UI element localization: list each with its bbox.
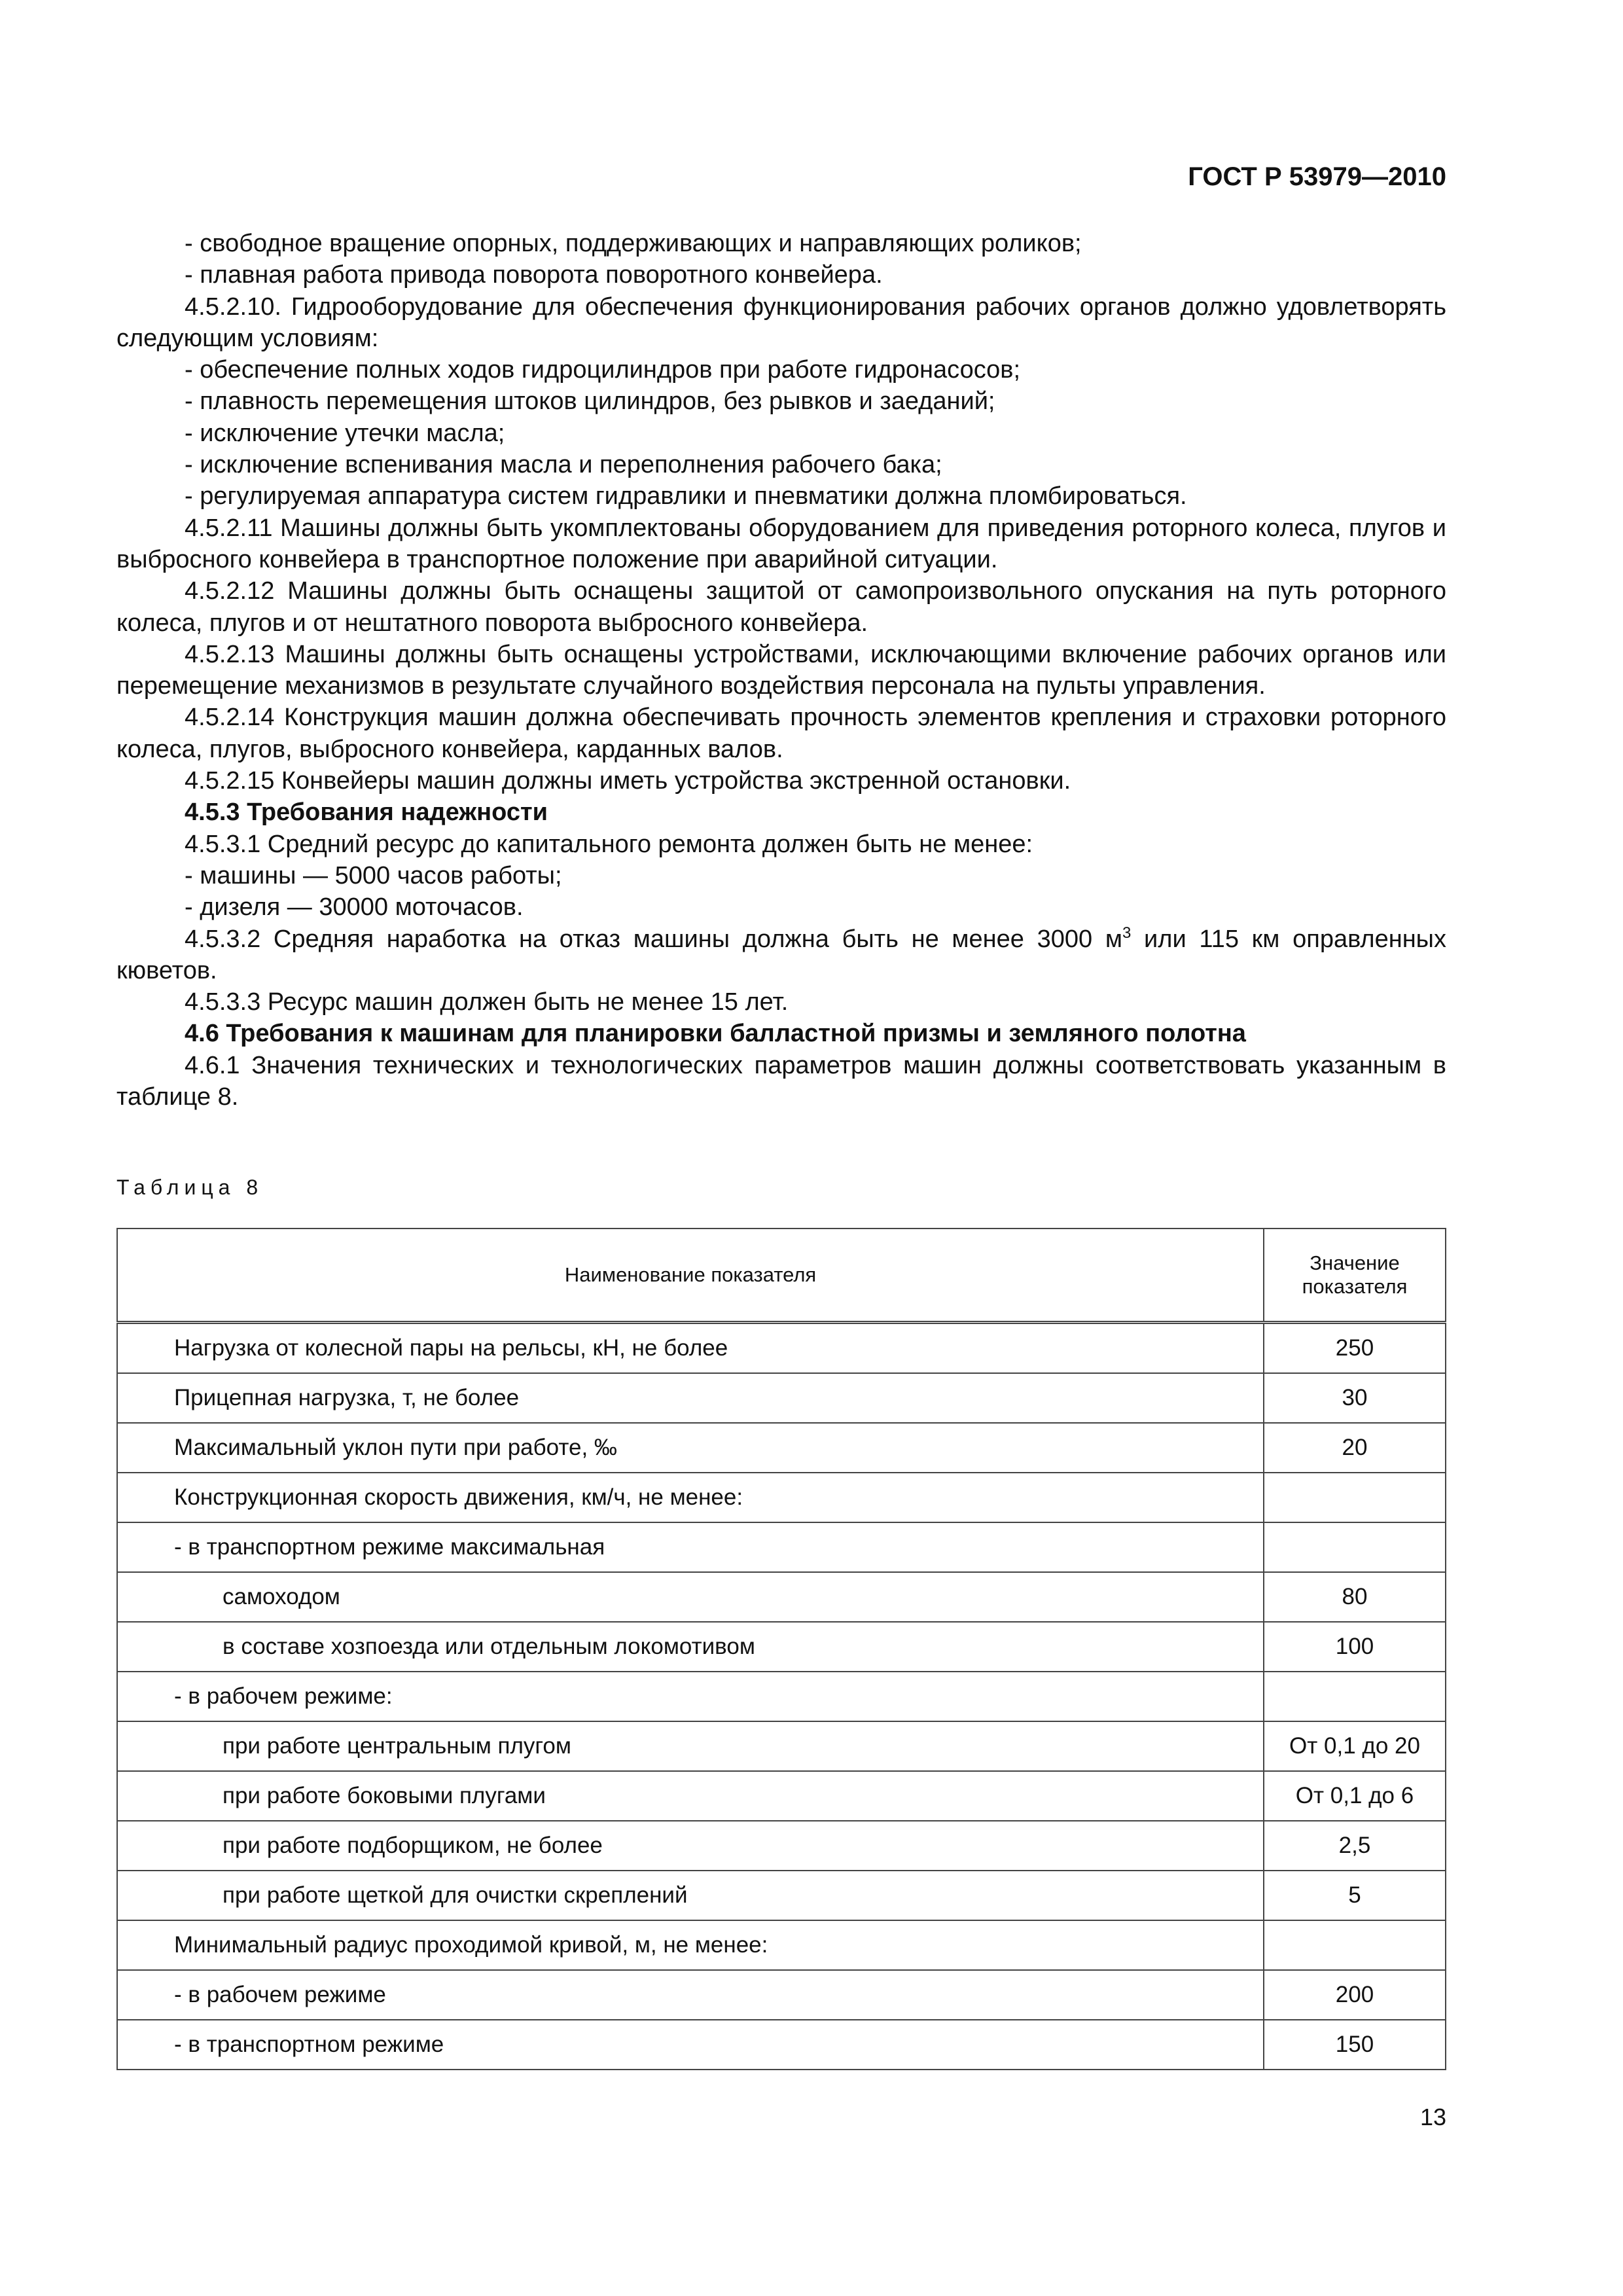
table-row <box>117 1622 1446 1672</box>
table-row <box>117 1473 1446 1522</box>
parameter-name: Минимальный радиус проходимой кривой, м, не менее: <box>117 1920 1264 1970</box>
parameter-value: 100 <box>1264 1622 1446 1672</box>
list-item: - плавная работа привода поворота поворотного конвейера. <box>185 261 883 289</box>
parameter-value: 20 <box>1264 1423 1446 1473</box>
clause-paragraph: 4.6.1 Значения технических и технологических параметров машин должны соответствовать указанным в таблице 8. <box>116 1051 1446 1111</box>
clause-paragraph: 4.5.3.1 Средний ресурс до капитального ремонта должен быть не менее: <box>185 830 1033 858</box>
parameter-name: при работе щеткой для очистки скреплений <box>117 1871 1264 1920</box>
parameter-value <box>1264 1473 1446 1522</box>
clause-paragraph: 4.5.2.14 Конструкция машин должна обеспечивать прочность элементов крепления и страховки роторного колеса, плугов, выбросного конвейера, карданных валов. <box>116 704 1446 763</box>
body-text <box>116 228 1446 1113</box>
parameter-name: Конструкционная скорость движения, км/ч, не менее: <box>117 1473 1264 1522</box>
parameter-value: 200 <box>1264 1970 1446 2020</box>
table-row <box>117 1672 1446 1721</box>
list-item: - регулируемая аппаратура систем гидравлики и пневматики должна пломбироваться. <box>185 482 1187 511</box>
column-header-name: Наименование показателя <box>117 1229 1264 1323</box>
table-row <box>117 1821 1446 1871</box>
parameter-value: От 0,1 до 20 <box>1264 1721 1446 1771</box>
parameter-value <box>1264 1522 1446 1572</box>
parameters-table <box>116 1228 1446 2070</box>
clause-paragraph <box>116 924 1446 987</box>
clause-paragraph: 4.5.2.13 Машины должны быть оснащены устройствами, исключающими включение рабочих органов или перемещение механизмов в результате случайного воздействия персонала на пульты управления. <box>116 640 1446 700</box>
section-heading: 4.6 Требования к машинам для планировки балластной призмы и земляного полотна <box>185 1020 1246 1048</box>
parameter-value: 250 <box>1264 1323 1446 1374</box>
list-item: - свободное вращение опорных, поддерживающих и направляющих роликов; <box>185 230 1082 257</box>
parameter-value: 150 <box>1264 2020 1446 2070</box>
superscript: 3 <box>1122 924 1132 942</box>
parameter-value: 80 <box>1264 1572 1446 1622</box>
parameter-name: Максимальный уклон пути при работе, ‰ <box>117 1423 1264 1473</box>
document-code: ГОСТ Р 53979—2010 <box>1188 162 1446 191</box>
paragraph-text: 4.5.3.2 Средняя наработка на отказ машины должна быть не менее 3000 м <box>185 925 1122 953</box>
table-caption: Таблица 8 <box>116 1175 264 1199</box>
parameter-value: 5 <box>1264 1871 1446 1920</box>
table-row <box>117 1721 1446 1771</box>
clause-paragraph: 4.5.2.11 Машины должны быть укомплектованы оборудованием для приведения роторного колеса, плугов и выбросного конвейера в транспортное положение при аварийной ситуации. <box>116 514 1446 573</box>
parameter-name: - в рабочем режиме: <box>117 1672 1264 1721</box>
clause-paragraph: 4.5.2.12 Машины должны быть оснащены защитой от самопроизвольного опускания на путь роторного колеса, плугов и от нештатного поворота выбросного конвейера. <box>116 577 1446 637</box>
list-item: - плавность перемещения штоков цилиндров, без рывков и заеданий; <box>185 387 995 416</box>
parameter-name: при работе боковыми плугами <box>117 1771 1264 1821</box>
section-heading: 4.5.3 Требования надежности <box>185 798 548 827</box>
table-row <box>117 1522 1446 1572</box>
column-header-value: Значение показателя <box>1264 1229 1446 1323</box>
table-row <box>117 1970 1446 2020</box>
parameter-value <box>1264 1920 1446 1970</box>
table-row <box>117 2020 1446 2070</box>
table-row <box>117 1572 1446 1622</box>
parameter-name: в составе хозпоезда или отдельным локомотивом <box>117 1622 1264 1672</box>
parameter-name: - в транспортном режиме <box>117 2020 1264 2070</box>
table-header-row <box>117 1229 1446 1323</box>
list-item: - обеспечение полных ходов гидроцилиндров при работе гидронасосов; <box>185 356 1021 384</box>
paragraph-text: или 115 км оправленных кюветов. <box>116 925 1446 984</box>
list-item: - исключение утечки масла; <box>185 419 505 447</box>
clause-paragraph: 4.5.2.10. Гидрооборудование для обеспечения функционирования рабочих органов должно удовлетворять следующим условиям: <box>116 293 1446 352</box>
parameter-name: - в рабочем режиме <box>117 1970 1264 2020</box>
clause-paragraph: 4.5.2.15 Конвейеры машин должны иметь устройства экстренной остановки. <box>185 767 1071 795</box>
parameter-name: самоходом <box>117 1572 1264 1622</box>
parameter-name: Прицепная нагрузка, т, не более <box>117 1373 1264 1423</box>
table-row <box>117 1771 1446 1821</box>
table-row <box>117 1920 1446 1970</box>
parameter-value: 30 <box>1264 1373 1446 1423</box>
table-row <box>117 1373 1446 1423</box>
parameter-name: при работе центральным плугом <box>117 1721 1264 1771</box>
page-number: 13 <box>1419 2104 1446 2130</box>
parameter-name: - в транспортном режиме максимальная <box>117 1522 1264 1572</box>
parameter-name: при работе подборщиком, не более <box>117 1821 1264 1871</box>
list-item: - машины — 5000 часов работы; <box>185 861 562 889</box>
table-row <box>117 1323 1446 1374</box>
table-row <box>117 1423 1446 1473</box>
parameter-value: 2,5 <box>1264 1821 1446 1871</box>
table-row <box>117 1871 1446 1920</box>
list-item: - дизеля — 30000 моточасов. <box>185 893 524 922</box>
parameter-value <box>1264 1672 1446 1721</box>
list-item: - исключение вспенивания масла и переполнения рабочего бака; <box>185 451 942 479</box>
parameter-value: От 0,1 до 6 <box>1264 1771 1446 1821</box>
clause-paragraph: 4.5.3.3 Ресурс машин должен быть не менее 15 лет. <box>185 988 789 1016</box>
parameter-name: Нагрузка от колесной пары на рельсы, кН, не более <box>117 1323 1264 1374</box>
